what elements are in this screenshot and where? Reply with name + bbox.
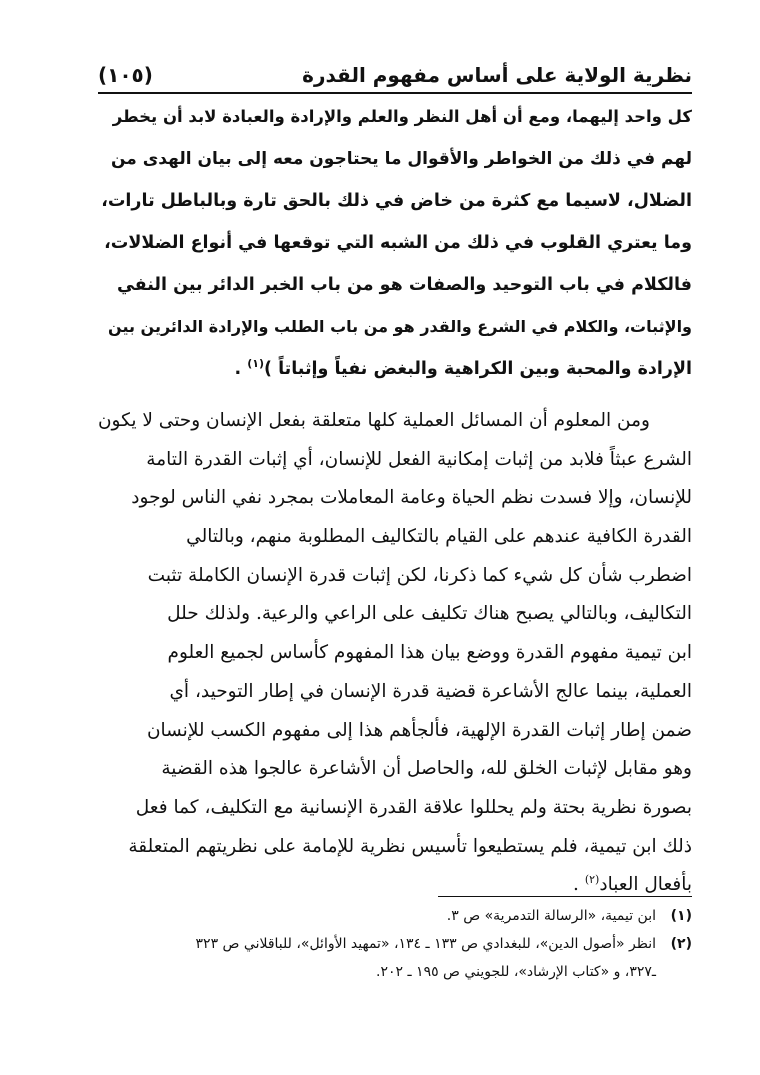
paragraph-tail: . (573, 874, 585, 896)
footnote-line: ابن تيمية، «الرسالة التدمرية» ص ٣. (446, 908, 656, 924)
page-header (98, 55, 692, 95)
body-paragraph (98, 402, 692, 905)
paragraph-line: ضمن إطار إثبات القدرة الإلهية، فألجأهم هذا إلى مفهوم الكسب للإنسان (146, 719, 692, 741)
footnote-item (98, 930, 692, 986)
paragraph-line: التكاليف، وبالتالي يصبح هناك تكليف على الراعي والرعية. ولذلك حلل (167, 603, 692, 625)
quote-line: الضلال، لاسيما مع كثرة من خاض في ذلك بالحق تارة وبالباطل تارات، (101, 191, 692, 211)
footnotes (98, 902, 692, 986)
running-title: نظرية الولاية على أساس مفهوم القدرة (302, 63, 692, 87)
footnote-number: (٢) (670, 936, 692, 952)
footnote-text (98, 902, 656, 930)
footnote-ref-2[interactable]: (٢) (584, 873, 600, 887)
footnote-separator (438, 896, 692, 897)
quote-line: لهم في ذلك من الخواطر والأقوال ما يحتاجون معه إلى بيان الهدى من (110, 149, 692, 169)
paragraph-line: اضطرب شأن كل شيء كما ذكرنا، لكن إثبات قدرة الإنسان الكاملة تثبت (147, 564, 692, 586)
footnote-line: انظر «أصول الدين»، للبغدادي ص ١٣٣ ـ ١٣٤، «تمهيد الأوائل»، للباقلاني ص ٣٢٣ (195, 936, 656, 952)
quote-line: والإثبات، والكلام في الشرع والقدر هو من باب الطلب والإرادة الدائرين بين (108, 317, 692, 336)
paragraph-line: للإنسان، وإلا فسدت نظم الحياة وعامة المعاملات بمجرد نفي الناس لوجود (131, 487, 692, 509)
footnote-line: ـ٣٢٧، و «كتاب الإرشاد»، للجويني ص ١٩٥ ـ ٢٠٢. (376, 964, 656, 980)
footnote-number: (١) (670, 908, 692, 924)
paragraph-line: وهو مقابل لإثبات الخلق لله، والحاصل أن الأشاعرة عالجوا هذه القضية (161, 758, 692, 780)
quote-line: كل واحد إليهما، ومع أن أهل النظر والعلم والإرادة والعبادة لابد أن يخطر (112, 107, 692, 126)
paragraph-line: ذلك ابن تيمية، فلم يستطيعوا تأسيس نظرية للإمامة على نظريتهم المتعلقة (128, 835, 692, 857)
paragraph-text: بأفعال العباد (599, 874, 692, 896)
quote-text: الإرادة والمحبة وبين الكراهية والبغض نفياً وإثباتاً ) (264, 359, 692, 379)
paragraph-line: القدرة الكافية عندهم على القيام بالتكاليف المطلوبة منهم، وبالتالي (186, 526, 692, 548)
quote-tail: . (234, 359, 248, 379)
quote-line: فالكلام في باب التوحيد والصفات هو من باب الخبر الدائر بين النفي (116, 275, 692, 295)
page-number: (١٠٥) (98, 63, 153, 87)
quote-line: وما يعتري القلوب في ذلك من الشبه التي توقعها في أنواع الضلالات، (104, 233, 692, 253)
quote-line-last (98, 348, 692, 390)
paragraph-line: العملية، بينما عالج الأشاعرة قضية قدرة الإنسان في إطار التوحيد، أي (169, 680, 692, 702)
paragraph-line: ومن المعلوم أن المسائل العملية كلها متعلقة بفعل الإنسان وحتى لا يكون (98, 410, 650, 431)
header-rule (98, 92, 692, 94)
paragraph-line-last (98, 866, 692, 905)
footnote-item (98, 902, 692, 930)
footnote-ref-1[interactable]: (١) (247, 357, 264, 371)
quoted-passage (98, 96, 692, 390)
page-body (98, 96, 692, 905)
footnote-text (98, 930, 656, 986)
paragraph-line: ابن تيمية مفهوم القدرة ووضع بيان هذا المفهوم كأساس لجميع العلوم (167, 642, 692, 664)
paragraph-line: بصورة نظرية بحتة ولم يحللوا علاقة القدرة الإنسانية مع التكليف، كما فعل (135, 796, 692, 818)
paragraph-line: الشرع عبثاً فلابد من إثبات إمكانية الفعل للإنسان، أي إثبات القدرة التامة (146, 448, 692, 470)
